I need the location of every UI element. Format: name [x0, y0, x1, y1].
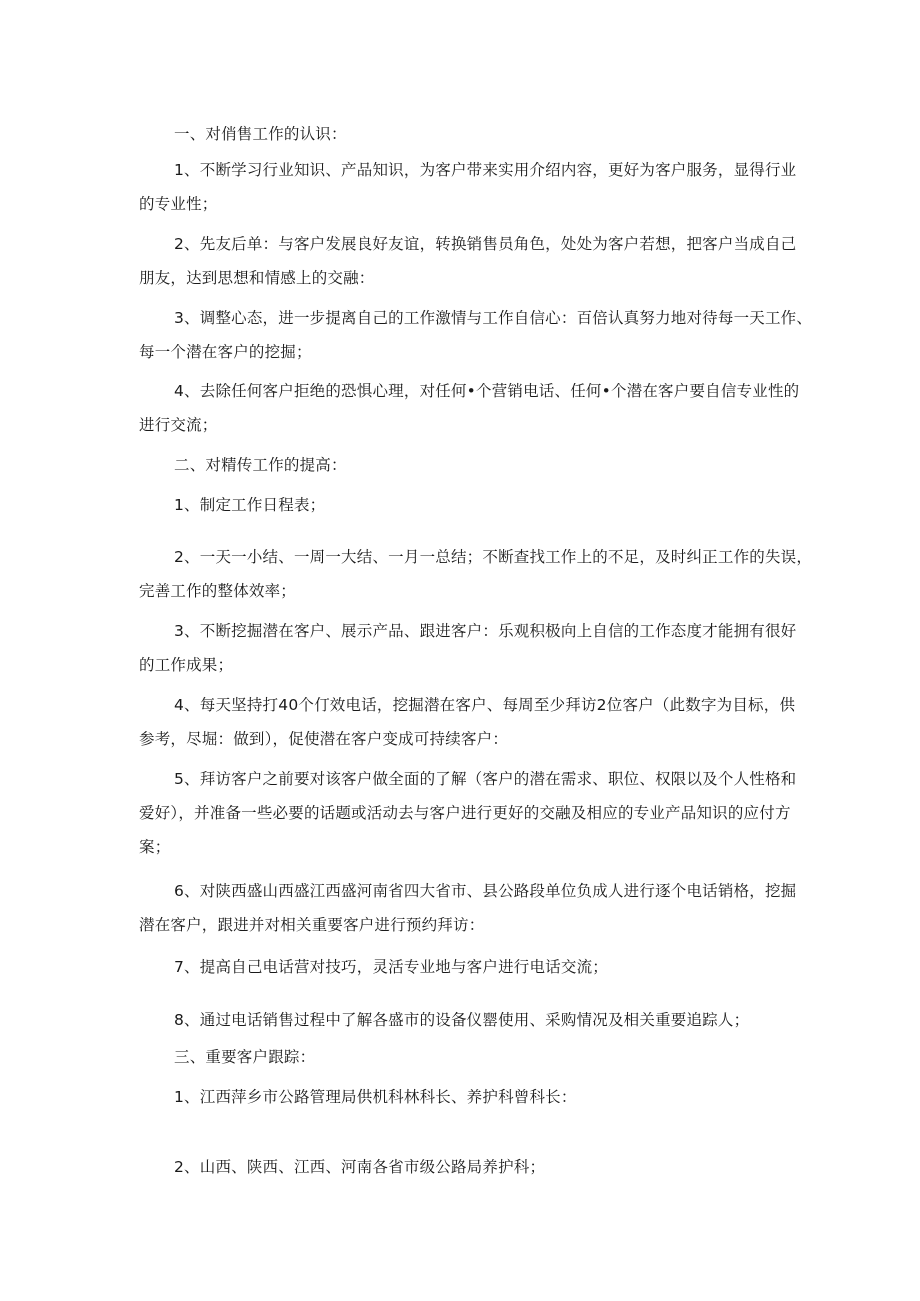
text-line: 5、拜访客户之前要对该客户做全面的了解（客户的潜在需求、职位、权限以及个人性格和 [174, 770, 797, 788]
text-line: 完善工作的整体效率； [139, 582, 297, 600]
paragraph-2-2 [139, 548, 813, 600]
section-heading-1 [174, 127, 347, 143]
text-line: 的专业性； [139, 195, 218, 213]
text-line: 3、调整心态，进一步提离自己的工作激情与工作自信心：百倍认真努力地对待每一天工作、 [174, 309, 813, 327]
paragraph-2-5 [139, 770, 797, 856]
paragraph-3-2 [174, 1160, 545, 1176]
paragraph-1-2 [139, 235, 797, 287]
paragraph-2-7 [174, 960, 608, 976]
text-line: 三、重要客户跟踪： [174, 1048, 316, 1066]
text-line: 4、去除任何客户拒绝的恐惧心理，对任何•个营销电话、任何•个潜在客户要自信专业性的 [174, 382, 800, 400]
paragraph-2-6 [139, 882, 797, 934]
text-line: 一、对俏售工作的认识： [174, 125, 347, 143]
text-line: 8、通过电话销售过程中了解各盛市的设备仪罂使用、采购情况及相关重要追踪人； [174, 1011, 750, 1029]
paragraph-2-4 [139, 696, 796, 748]
text-line: 每一个潜在客户的挖掘； [139, 343, 312, 361]
paragraph-1-1 [139, 161, 797, 213]
text-line: 7、提高自己电话营对技巧，灵活专业地与客户进行电话交流； [174, 958, 608, 976]
text-line: 1、不断学习行业知识、产品知识，为客户带来实用介绍内容，更好为客户服务，显得行业 [174, 161, 797, 179]
text-line: 6、对陕西盛山西盛江西盛河南省四大省市、县公路段单位负成人进行逐个电话销格，挖掘 [174, 882, 797, 900]
paragraph-2-1 [174, 498, 325, 514]
text-line: 1、制定工作日程表； [174, 496, 326, 514]
paragraph-3-1 [174, 1090, 577, 1106]
text-line: 3、不断挖掘潜在客户、展示产品、跟进客户：乐观积极向上自信的工作态度才能拥有很好 [174, 622, 797, 640]
text-line: 案； [139, 838, 171, 856]
paragraph-1-3 [139, 309, 813, 361]
text-line: 2、一天一小结、一周一大结、一月一总结；不断查找工作上的不足，及时纠正工作的失误， [174, 548, 813, 566]
text-line: 2、先友后单：与客户发展良好友谊，转换销售员角色，处处为客户若想，把客户当成自己 [174, 235, 797, 253]
text-line: 进行交流； [139, 416, 218, 434]
text-line: 参考，尽堀：做到），促使潜在客户变成可持续客户： [139, 730, 509, 748]
section-heading-2 [174, 458, 347, 474]
text-line: 的工作成果； [139, 656, 234, 674]
section-heading-3 [174, 1050, 315, 1066]
text-line: 4、每天坚持打40个仃效电话，挖掘潜在客户、每周至少拜访2位客户（此数字为目标，供 [174, 696, 796, 714]
paragraph-2-3 [139, 622, 797, 674]
paragraph-2-8 [174, 1013, 749, 1029]
text-line: 爱好），并准备一些必要的话题或活动去与客户进行更好的交融及相应的专业产品知识的应付方 [139, 804, 791, 822]
text-line: 朋友，达到思想和情感上的交融： [139, 269, 375, 287]
text-line: 潜在客户，跟进并对相关重要客户进行预约拜访： [139, 916, 485, 934]
paragraph-1-4 [139, 382, 800, 434]
text-line: 1、江西萍乡市公路管理局供机科林科长、养护科曾科长： [174, 1088, 577, 1106]
text-line: 2、山西、陕西、江西、河南各省市级公路局养护科； [174, 1158, 546, 1176]
text-line: 二、对精传工作的提高： [174, 456, 347, 474]
